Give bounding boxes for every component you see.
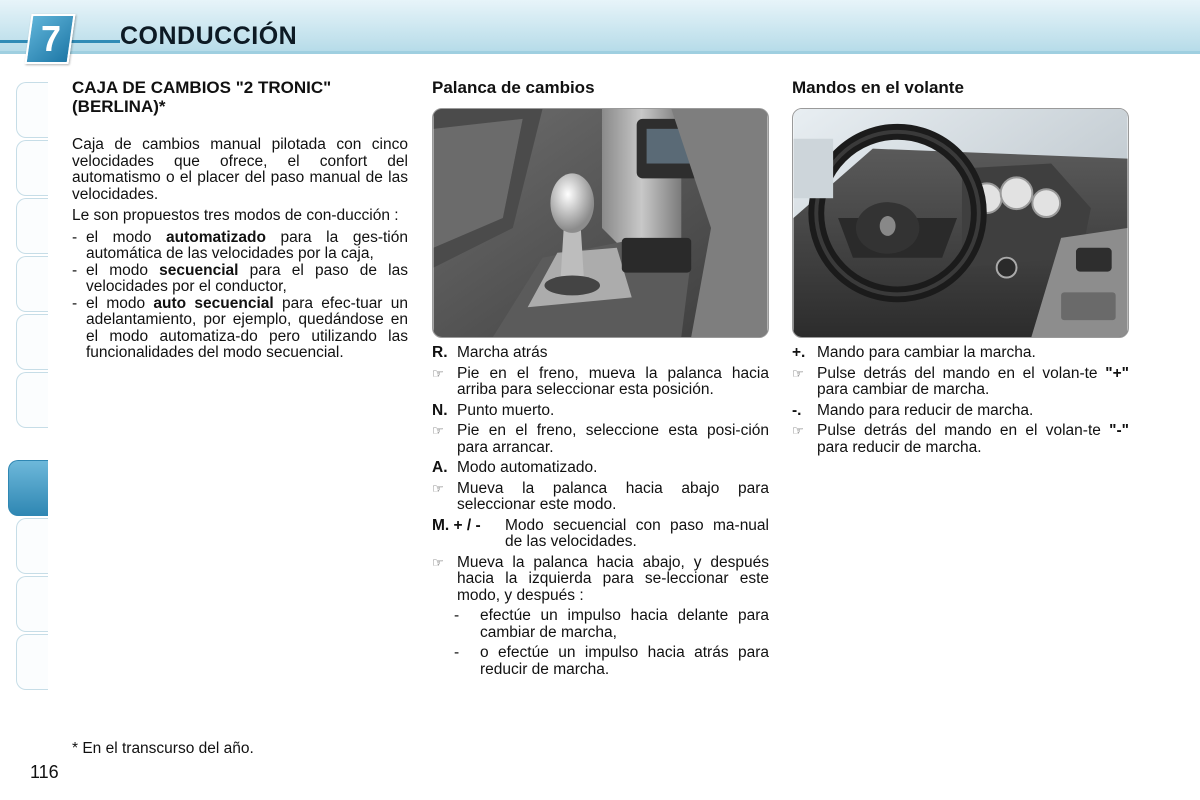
chapter-title: CONDUCCIÓN <box>120 22 298 50</box>
chapter-tab[interactable] <box>16 314 48 370</box>
instruction-text: Pie en el freno, seleccione esta posi-ción para arrancar. <box>457 422 769 456</box>
chapter-tab[interactable] <box>16 372 48 428</box>
position-row <box>432 460 769 477</box>
sub-instruction <box>432 608 769 641</box>
control-symbol: "+" <box>1105 364 1129 382</box>
modes-intro: Le son propuestos tres modos de con-ducción : <box>72 207 399 224</box>
chapter-tab[interactable] <box>16 140 48 196</box>
dash-bullet: - <box>454 644 460 661</box>
instruction-row <box>792 423 1129 456</box>
footnote: * En el transcurso del año. <box>72 740 254 757</box>
control-text: Mando para reducir de marcha. <box>817 401 1034 419</box>
mode-name: secuencial <box>159 261 239 279</box>
control-symbol: "-" <box>1109 422 1129 439</box>
gear-lever-photo <box>432 108 769 338</box>
sub-instruction-text: o efectúe un impulso hacia atrás para reducir de marcha. <box>480 644 769 678</box>
chapter-tab-active[interactable] <box>8 460 48 516</box>
pointing-hand-icon: ☞ <box>432 423 444 438</box>
mode-item <box>72 230 408 263</box>
instruction-text: Mueva la palanca hacia abajo para seleccionar este modo. <box>457 479 769 513</box>
dash-bullet: - <box>72 261 78 279</box>
dash-bullet: - <box>454 607 460 624</box>
chapter-tab[interactable] <box>16 634 48 690</box>
chapter-tab[interactable] <box>16 256 48 312</box>
heading-line: (BERLINA)* <box>72 97 166 116</box>
sub-instruction <box>432 645 769 678</box>
control-label: +. <box>792 344 806 361</box>
chapter-tab[interactable] <box>16 518 48 574</box>
heading-line: CAJA DE CAMBIOS "2 TRONIC" <box>72 78 332 97</box>
section-heading <box>72 78 408 116</box>
instruction-row <box>432 481 769 514</box>
mode-text: el modo <box>86 294 154 312</box>
mode-name: auto secuencial <box>153 294 274 312</box>
pointing-hand-icon: ☞ <box>432 554 444 570</box>
instruction-row <box>432 366 769 399</box>
column-gearbox-intro <box>72 78 408 362</box>
position-label: M. + / - <box>432 516 481 534</box>
chapter-tab[interactable] <box>16 198 48 254</box>
position-row <box>432 403 769 420</box>
chapter-number: 7 <box>40 18 62 59</box>
instruction-text: para reducir de marcha. <box>817 438 982 456</box>
position-text: Modo secuencial con paso ma-nual de las velocidades. <box>505 516 769 550</box>
mode-name: automatizado <box>166 228 266 246</box>
pointing-hand-icon: ☞ <box>432 365 444 381</box>
instruction-row <box>792 366 1129 399</box>
position-row <box>432 345 769 362</box>
control-label: -. <box>792 401 802 419</box>
pointing-hand-icon: ☞ <box>792 365 804 381</box>
position-text: Punto muerto. <box>457 401 555 419</box>
sub-instruction-text: efectúe un impulso hacia delante para cambiar de marcha, <box>480 607 769 641</box>
instruction-text: Pulse detrás del mando en el volan-te <box>817 422 1110 439</box>
column-steering-controls <box>792 78 1129 460</box>
instruction-text: Mueva la palanca hacia abajo, y después hacia la izquierda para se-leccionar este modo, y después : <box>457 553 769 604</box>
mode-text: el modo <box>86 261 160 279</box>
mode-text: para efec-tuar un adelantamiento, por ejemplo, quedándose en el modo automatiza-do pero utilizando las funcionalidades del modo secuencial. <box>86 294 408 361</box>
mode-text: el modo <box>86 228 167 246</box>
position-row <box>432 518 769 551</box>
mode-text: para el paso de las velocidades por el conductor, <box>86 261 408 295</box>
control-row <box>792 345 1129 362</box>
steering-wheel-photo <box>792 108 1129 338</box>
mode-text: para la ges-tión automática de las velocidades por la caja, <box>86 228 408 262</box>
control-text: Mando para cambiar la marcha. <box>817 344 1036 361</box>
mode-item <box>72 296 408 362</box>
position-label: R. <box>432 344 448 361</box>
instruction-text: para cambiar de marcha. <box>817 381 990 398</box>
page-number: 116 <box>30 762 59 782</box>
position-text: Modo automatizado. <box>457 459 598 476</box>
instruction-row <box>432 555 769 605</box>
section-heading: Palanca de cambios <box>432 78 595 97</box>
chapter-tabs <box>8 82 42 722</box>
dash-bullet: - <box>72 228 78 246</box>
intro-paragraph: Caja de cambios manual pilotada con cinco velocidades que ofrece, el confort del automatismo o el placer del paso manual de las velocidades. <box>72 136 408 203</box>
chapter-tab[interactable] <box>16 82 48 138</box>
page-header <box>0 0 1200 66</box>
pointing-hand-icon: ☞ <box>432 480 444 496</box>
section-heading: Mandos en el volante <box>792 78 964 97</box>
dash-bullet: - <box>72 294 78 312</box>
position-label: A. <box>432 459 448 476</box>
instruction-text: Pie en el freno, mueva la palanca hacia arriba para seleccionar esta posición. <box>457 364 769 398</box>
instruction-row <box>432 423 769 456</box>
column-gear-lever <box>432 78 769 682</box>
pointing-hand-icon: ☞ <box>792 423 804 438</box>
mode-item <box>72 263 408 296</box>
position-label: N. <box>432 401 448 419</box>
chapter-tab[interactable] <box>16 576 48 632</box>
control-row <box>792 403 1129 420</box>
position-text: Marcha atrás <box>457 344 548 361</box>
instruction-text: Pulse detrás del mando en el volan-te <box>817 364 1106 382</box>
